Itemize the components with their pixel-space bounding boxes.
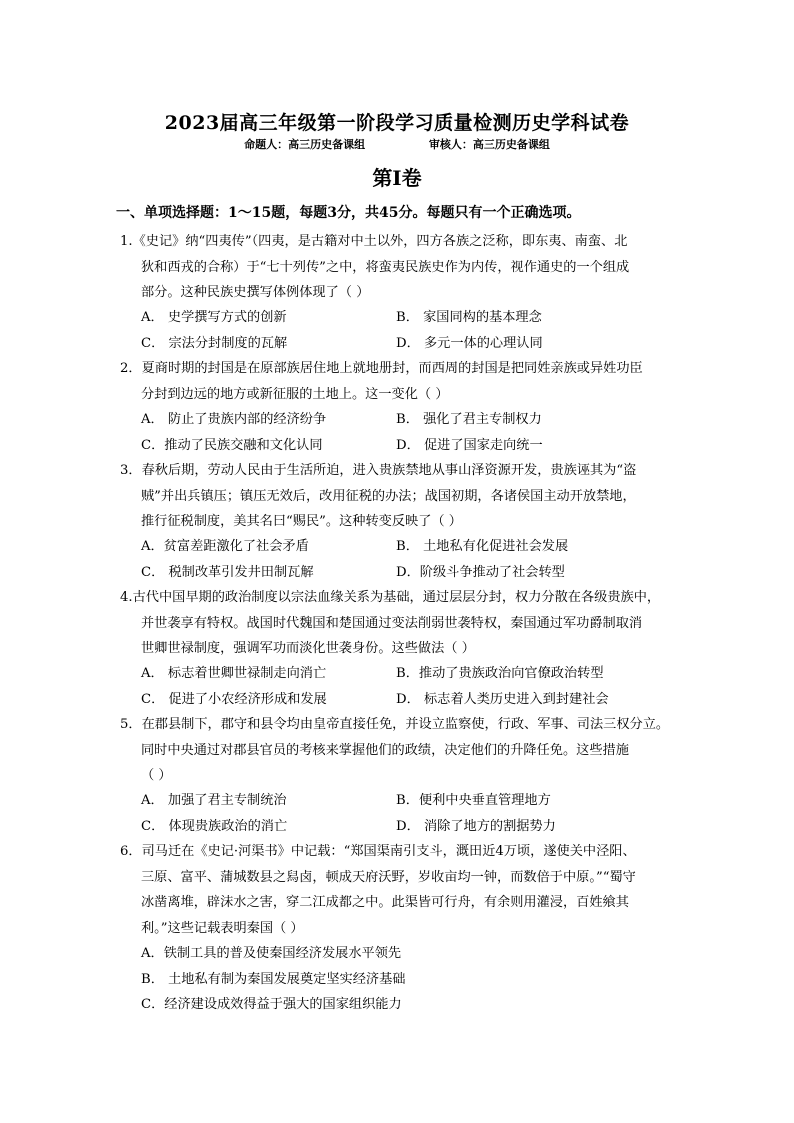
question-3: [120, 458, 680, 535]
option-a: A．铁制工具的普及使秦国经济发展水平领先: [141, 946, 402, 961]
question-line: 部分。这种民族史撰写体例体现了（ ）: [141, 285, 370, 300]
question-line: 并世袭享有特权。战国时代魏国和楚国通过变法削弱世袭特权，秦国通过军功爵制取消: [141, 615, 643, 631]
question-1: [120, 229, 680, 306]
option-a: A． 史学撰写方式的创新: [141, 310, 287, 325]
option-b: B． 土地私有化促进社会发展: [396, 539, 569, 554]
question-line: 推行征税制度，美其名曰“赐民”。这种转变反映了（ ）: [141, 514, 462, 529]
question-line: （ ）: [141, 768, 172, 783]
author: 命题人：高三历史备课组: [244, 138, 366, 151]
option-d: D． 促进了国家走向统一: [396, 437, 543, 453]
option-c: C． 税制改革引发井田制瓦解: [141, 564, 314, 580]
option-c: C． 宗法分封制度的瓦解: [141, 335, 288, 351]
question-line: 同时中央通过对郡县官员的考核来掌握他们的政绩，决定他们的升降任免。这些措施: [141, 742, 629, 758]
question-line: 5．在郡县制下，郡守和县令均由皇帝直接任免，并设立监察使，行政、军事、司法三权分立。: [120, 717, 670, 732]
option-c: C．经济建设成效得益于强大的国家组织能力: [141, 997, 402, 1012]
section-heading: 一、单项选择题：1～15题，每题3分，共45分。每题只有一个正确选项。: [116, 205, 581, 221]
author-line: [0, 136, 794, 152]
question-line: 贼”并出兵镇压；镇压无效后，改用征税的办法；战国初期，各诸侯国主动开放禁地，: [141, 488, 636, 504]
question-line: 三原、富平、蒲城数县之舄卤，顿成天府沃野，岁收亩均一钟，而数倍于中原。”“蜀守: [141, 869, 636, 885]
question-line: 分封到边远的地方或新征服的土地上。这一变化（ ）: [141, 386, 449, 402]
option-b: B． 家国同构的基本理念: [396, 310, 542, 325]
reviewer: 审核人：高三历史备课组: [428, 138, 550, 151]
question-line: 狄和西戎的合称）于“七十列传”之中，将蛮夷民族史作为内传，视作通史的一个组成: [141, 259, 630, 275]
question-line: 世卿世禄制度，强调军功而淡化世袭身份。这些做法（ ）: [141, 641, 475, 656]
option-b: B．便利中央垂直管理地方: [396, 793, 551, 808]
option-a: A． 标志着世卿世禄制走向消亡: [141, 666, 327, 681]
option-c: C． 体现贵族政治的消亡: [141, 818, 288, 834]
question-2: [120, 356, 680, 407]
option-b: B．推动了贵族政治向官僚政治转型: [396, 666, 604, 681]
option-a: A．贫富差距激化了社会矛盾: [141, 539, 309, 554]
volume-heading: 第Ⅰ卷: [372, 166, 422, 190]
question-line: 2．夏商时期的封国是在原部族居住地上就地册封，而西周的封国是把同姓亲族或异姓功臣: [120, 361, 643, 376]
option-d: D． 标志着人类历史进入到封建社会: [396, 691, 609, 707]
question-line: 1.《史记》纳“四夷传”（四夷，是古籍对中土以外，四方各族之泛称，即东夷、南蛮、北: [120, 234, 628, 249]
option-d: D． 消除了地方的割据势力: [396, 818, 556, 834]
option-b: B． 强化了君主专制权力: [396, 412, 542, 427]
option-a: A． 加强了君主专制统治: [141, 793, 287, 808]
option-b: B． 土地私有制为秦国发展奠定坚实经济基础: [141, 971, 406, 987]
question-line: 利。”这些记载表明秦国（ ）: [141, 920, 304, 936]
option-a: A． 防止了贵族内部的经济纷争: [141, 412, 327, 427]
question-line: 6．司马迁在《史记·河渠书》中记载：“郑国渠南引支斗，溉田近4万顷，遂使关中泾阳、: [120, 844, 636, 859]
option-d: D．阶级斗争推动了社会转型: [396, 564, 565, 580]
exam-title: 2023届高三年级第一阶段学习质量检测历史学科试卷: [164, 112, 630, 134]
question-line: 4.古代中国早期的政治制度以宗法血缘关系为基础，通过层层分封，权力分散在各级贵族中，: [120, 590, 661, 605]
option-c: C．推动了民族交融和文化认同: [141, 437, 323, 453]
question-6: [120, 839, 680, 941]
question-4: [120, 585, 680, 662]
option-c: C． 促进了小农经济形成和发展: [141, 691, 327, 707]
question-line: 冰凿离堆，辟沫水之害，穿二江成都之中。此渠皆可行舟，有余则用灌浸，百姓飨其: [141, 895, 629, 910]
question-line: 3．春秋后期，劳动人民由于生活所迫，进入贵族禁地从事山泽资源开发，贵族诬其为“盗: [120, 463, 637, 478]
option-d: D． 多元一体的心理认同: [396, 335, 543, 351]
question-5: [120, 712, 680, 789]
